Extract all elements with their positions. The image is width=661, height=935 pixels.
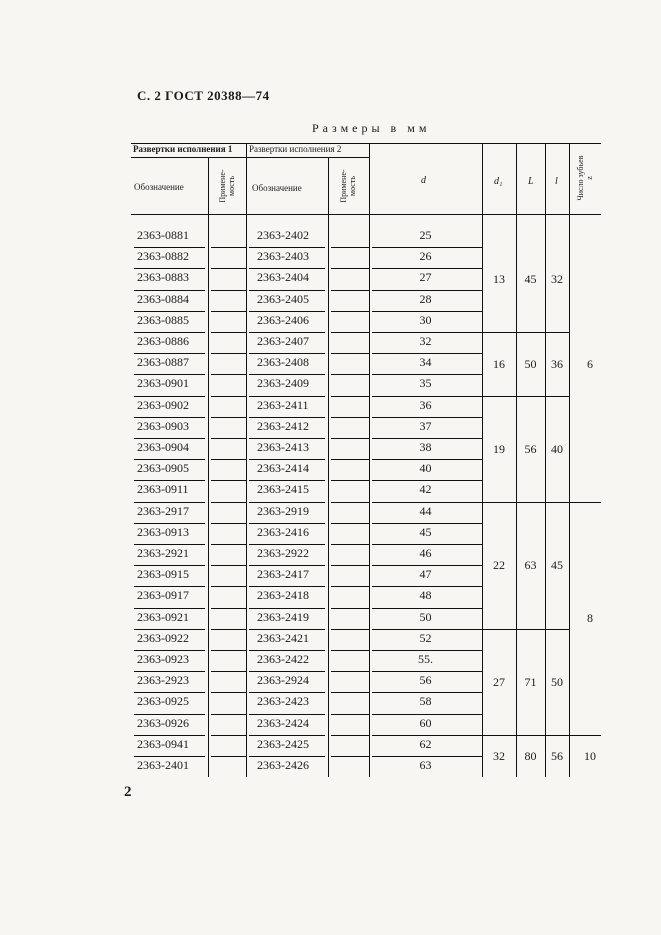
row-designation-1: 2363-0883 xyxy=(137,270,189,285)
row-rule xyxy=(134,523,205,524)
row-rule xyxy=(211,502,246,503)
row-rule xyxy=(372,459,482,460)
row-rule xyxy=(372,290,482,291)
row-rule xyxy=(211,396,246,397)
row-rule xyxy=(372,608,482,609)
row-rule xyxy=(249,523,325,524)
row-rule xyxy=(372,268,482,269)
row-diameter: 42 xyxy=(419,482,432,497)
group-L: 71 xyxy=(524,674,537,689)
row-rule xyxy=(249,756,325,757)
row-designation-1: 2363-0925 xyxy=(137,694,189,709)
row-diameter: 47 xyxy=(419,567,432,582)
row-designation-1: 2363-0903 xyxy=(137,418,189,433)
row-rule xyxy=(331,247,369,248)
row-rule xyxy=(134,756,205,757)
row-diameter: 52 xyxy=(419,630,432,645)
row-designation-1: 2363-0887 xyxy=(137,355,189,370)
row-diameter: 27 xyxy=(419,270,432,285)
row-designation-2: 2363-2422 xyxy=(257,652,309,666)
column-rule xyxy=(369,143,370,777)
header-teeth-line2: z xyxy=(585,176,594,180)
row-designation-1: 2363-2401 xyxy=(137,758,189,772)
row-rule xyxy=(249,692,325,693)
row-rule xyxy=(331,353,369,354)
header-sub-rule xyxy=(131,157,369,158)
header-d1: d₁ xyxy=(494,176,503,187)
row-rule xyxy=(331,311,369,312)
row-rule xyxy=(372,544,482,545)
row-designation-1: 2363-0922 xyxy=(137,630,189,645)
row-rule xyxy=(249,629,325,630)
row-rule xyxy=(249,502,325,503)
group-l: 32 xyxy=(551,272,563,286)
row-rule xyxy=(211,417,246,418)
row-rule xyxy=(249,586,325,587)
row-rule xyxy=(134,714,205,715)
row-rule xyxy=(249,565,325,566)
row-rule xyxy=(331,650,369,651)
row-rule xyxy=(134,502,205,503)
row-designation-1: 2363-0902 xyxy=(137,397,189,412)
row-rule xyxy=(211,629,246,630)
row-rule xyxy=(331,480,369,481)
row-diameter: 62 xyxy=(419,736,432,751)
row-rule xyxy=(372,311,482,312)
column-rule xyxy=(208,157,209,777)
group-l: 50 xyxy=(551,674,563,689)
row-rule xyxy=(249,247,325,248)
header-L: L xyxy=(528,176,534,187)
group-l: 36 xyxy=(551,356,563,371)
group-d1: 27 xyxy=(493,674,505,689)
row-rule xyxy=(249,459,325,460)
row-rule xyxy=(134,417,205,418)
row-rule xyxy=(211,290,246,291)
row-rule xyxy=(249,438,325,439)
header-teeth xyxy=(576,153,594,203)
row-designation-1: 2363-0881 xyxy=(137,228,189,242)
header-applicability-2-line2: мость xyxy=(348,176,357,196)
header-designation-2: Обозначение xyxy=(252,183,302,193)
row-rule xyxy=(134,629,205,630)
row-rule xyxy=(372,332,482,333)
row-designation-1: 2363-0921 xyxy=(137,609,189,624)
row-designation-2: 2363-2409 xyxy=(257,376,309,391)
page-number: 2 xyxy=(124,784,132,800)
group-d1: 32 xyxy=(493,749,505,763)
row-designation-2: 2363-2924 xyxy=(257,673,309,688)
row-rule xyxy=(331,523,369,524)
row-diameter: 34 xyxy=(419,355,432,370)
row-rule xyxy=(331,629,369,630)
row-rule xyxy=(134,268,205,269)
row-rule xyxy=(249,480,325,481)
row-rule xyxy=(372,671,482,672)
row-diameter: 26 xyxy=(419,249,432,264)
row-diameter: 55. xyxy=(418,652,433,666)
row-rule xyxy=(134,586,205,587)
header-applicability-2 xyxy=(339,161,357,211)
row-rule xyxy=(372,502,482,503)
row-rule xyxy=(331,714,369,715)
row-diameter: 58 xyxy=(419,694,432,709)
header-teeth-line1: Число зубьев xyxy=(576,155,585,201)
teeth-rule xyxy=(569,502,601,503)
row-designation-2: 2363-2419 xyxy=(257,609,309,624)
row-rule xyxy=(211,311,246,312)
row-rule xyxy=(331,671,369,672)
row-diameter: 50 xyxy=(419,609,432,624)
group-teeth: 10 xyxy=(584,749,596,763)
row-designation-1: 2363-0913 xyxy=(137,524,189,539)
row-rule xyxy=(134,735,205,736)
column-rule xyxy=(246,143,247,777)
row-rule xyxy=(249,544,325,545)
row-designation-2: 2363-2415 xyxy=(257,482,309,497)
header-designation-1: Обозначение xyxy=(134,182,184,192)
row-rule xyxy=(372,735,482,736)
row-rule xyxy=(249,353,325,354)
row-rule xyxy=(211,353,246,354)
row-rule xyxy=(134,671,205,672)
row-rule xyxy=(372,374,482,375)
header-d: d xyxy=(421,175,426,186)
group-l: 40 xyxy=(551,441,563,456)
row-designation-2: 2363-2411 xyxy=(257,397,309,412)
row-rule xyxy=(331,544,369,545)
row-rule xyxy=(249,735,325,736)
row-rule xyxy=(249,608,325,609)
row-diameter: 60 xyxy=(419,715,432,730)
row-rule xyxy=(211,586,246,587)
header-applicability-2-line1: Примене- xyxy=(339,169,348,203)
group-d1: 19 xyxy=(493,441,505,456)
row-rule xyxy=(249,396,325,397)
row-designation-2: 2363-2418 xyxy=(257,588,309,603)
row-rule xyxy=(211,374,246,375)
row-rule xyxy=(134,544,205,545)
row-rule xyxy=(211,332,246,333)
group-d1: 13 xyxy=(493,272,505,286)
header-group2-title: Развертки исполнения 2 xyxy=(249,144,342,154)
row-designation-1: 2363-0923 xyxy=(137,652,189,666)
row-designation-1: 2363-0917 xyxy=(137,588,189,603)
row-rule xyxy=(134,374,205,375)
row-diameter: 45 xyxy=(419,524,432,539)
header-applicability-1-line1: Примене- xyxy=(218,169,227,203)
row-rule xyxy=(134,353,205,354)
row-rule xyxy=(372,438,482,439)
header-applicability-1-line2: мость xyxy=(227,176,236,196)
group-rule xyxy=(482,629,569,630)
group-L: 63 xyxy=(524,558,537,573)
row-designation-1: 2363-0882 xyxy=(137,249,189,264)
row-designation-1: 2363-0886 xyxy=(137,334,189,348)
row-designation-1: 2363-0904 xyxy=(137,440,189,454)
row-designation-2: 2363-2922 xyxy=(257,546,309,560)
row-diameter: 28 xyxy=(419,291,432,306)
row-rule xyxy=(331,756,369,757)
row-rule xyxy=(249,332,325,333)
row-designation-2: 2363-2407 xyxy=(257,334,309,348)
group-d1: 16 xyxy=(493,356,505,371)
row-rule xyxy=(331,374,369,375)
group-L: 80 xyxy=(524,749,537,763)
row-rule xyxy=(134,480,205,481)
row-diameter: 44 xyxy=(419,503,432,518)
page-header: С. 2 ГОСТ 20388—74 xyxy=(137,88,270,103)
row-designation-1: 2363-0884 xyxy=(137,291,189,306)
row-rule xyxy=(211,671,246,672)
row-rule xyxy=(249,311,325,312)
row-designation-1: 2363-0901 xyxy=(137,376,189,391)
row-rule xyxy=(211,692,246,693)
row-rule xyxy=(211,608,246,609)
row-diameter: 63 xyxy=(419,758,432,772)
row-rule xyxy=(331,608,369,609)
row-designation-1: 2363-2921 xyxy=(137,546,189,560)
row-rule xyxy=(134,247,205,248)
row-rule xyxy=(372,353,482,354)
row-rule xyxy=(331,332,369,333)
row-designation-2: 2363-2417 xyxy=(257,567,309,582)
row-rule xyxy=(331,290,369,291)
group-teeth: 8 xyxy=(587,611,593,626)
row-diameter: 40 xyxy=(419,461,432,476)
row-rule xyxy=(134,396,205,397)
row-diameter: 38 xyxy=(419,440,432,454)
row-rule xyxy=(249,671,325,672)
row-rule xyxy=(249,374,325,375)
row-rule xyxy=(331,417,369,418)
row-rule xyxy=(249,650,325,651)
row-designation-2: 2363-2413 xyxy=(257,440,309,454)
row-rule xyxy=(211,714,246,715)
row-rule xyxy=(134,332,205,333)
header-bottom-rule xyxy=(131,214,601,215)
row-rule xyxy=(249,417,325,418)
row-designation-2: 2363-2421 xyxy=(257,630,309,645)
row-designation-2: 2363-2403 xyxy=(257,249,309,264)
row-rule xyxy=(372,565,482,566)
group-rule xyxy=(482,332,569,333)
row-rule xyxy=(331,692,369,693)
row-diameter: 30 xyxy=(419,312,432,327)
row-rule xyxy=(134,459,205,460)
row-designation-1: 2363-0926 xyxy=(137,715,189,730)
row-designation-1: 2363-0941 xyxy=(137,736,189,751)
row-rule xyxy=(372,756,482,757)
row-rule xyxy=(134,311,205,312)
row-diameter: 37 xyxy=(419,418,432,433)
group-l: 56 xyxy=(551,749,563,763)
row-diameter: 48 xyxy=(419,588,432,603)
row-rule xyxy=(211,523,246,524)
group-teeth: 6 xyxy=(587,356,593,371)
column-rule xyxy=(569,143,570,777)
row-rule xyxy=(372,480,482,481)
row-designation-1: 2363-2917 xyxy=(137,503,189,518)
row-rule xyxy=(134,692,205,693)
group-L: 56 xyxy=(524,441,537,456)
row-designation-2: 2363-2426 xyxy=(257,758,309,772)
group-l: 45 xyxy=(551,558,563,573)
row-rule xyxy=(134,290,205,291)
row-designation-2: 2363-2425 xyxy=(257,736,309,751)
row-diameter: 32 xyxy=(419,334,432,348)
row-rule xyxy=(372,629,482,630)
row-diameter: 25 xyxy=(419,228,432,242)
row-rule xyxy=(372,714,482,715)
row-rule xyxy=(331,438,369,439)
row-rule xyxy=(211,459,246,460)
row-rule xyxy=(211,756,246,757)
row-rule xyxy=(372,692,482,693)
row-designation-2: 2363-2414 xyxy=(257,461,309,476)
row-rule xyxy=(211,650,246,651)
row-rule xyxy=(211,268,246,269)
row-rule xyxy=(211,565,246,566)
row-rule xyxy=(211,480,246,481)
group-rule xyxy=(482,396,569,397)
header-applicability-1 xyxy=(218,161,236,211)
teeth-rule xyxy=(569,735,601,736)
header-group1-title: Развертки исполнения 1 xyxy=(133,144,233,154)
row-designation-2: 2363-2406 xyxy=(257,312,309,327)
row-diameter: 56 xyxy=(419,673,432,688)
row-designation-1: 2363-0885 xyxy=(137,312,189,327)
column-rule xyxy=(328,157,329,777)
row-designation-2: 2363-2405 xyxy=(257,291,309,306)
row-rule xyxy=(372,417,482,418)
row-designation-2: 2363-2412 xyxy=(257,418,309,433)
row-rule xyxy=(372,523,482,524)
row-designation-2: 2363-2402 xyxy=(257,228,309,242)
row-rule xyxy=(331,735,369,736)
group-L: 45 xyxy=(524,272,537,286)
row-rule xyxy=(331,396,369,397)
row-rule xyxy=(331,459,369,460)
group-d1: 22 xyxy=(493,558,505,573)
row-diameter: 36 xyxy=(419,397,432,412)
group-rule xyxy=(482,735,569,736)
group-L: 50 xyxy=(524,356,537,371)
row-rule xyxy=(211,544,246,545)
dimensions-caption: Размеры в мм xyxy=(312,121,431,135)
group-rule xyxy=(482,502,569,503)
row-rule xyxy=(372,586,482,587)
row-rule xyxy=(331,565,369,566)
row-designation-2: 2363-2408 xyxy=(257,355,309,370)
row-designation-2: 2363-2423 xyxy=(257,694,309,709)
row-rule xyxy=(372,247,482,248)
header-l: l xyxy=(555,176,558,187)
row-rule xyxy=(134,608,205,609)
row-designation-2: 2363-2404 xyxy=(257,270,309,285)
row-rule xyxy=(211,438,246,439)
row-rule xyxy=(134,650,205,651)
row-rule xyxy=(249,290,325,291)
row-designation-1: 2363-2923 xyxy=(137,673,189,688)
row-rule xyxy=(331,268,369,269)
row-rule xyxy=(372,396,482,397)
row-rule xyxy=(249,714,325,715)
row-designation-2: 2363-2919 xyxy=(257,503,309,518)
row-rule xyxy=(211,247,246,248)
row-rule xyxy=(134,438,205,439)
row-rule xyxy=(331,502,369,503)
row-rule xyxy=(372,650,482,651)
row-designation-1: 2363-0911 xyxy=(137,482,189,497)
row-designation-1: 2363-0915 xyxy=(137,567,189,582)
row-designation-2: 2363-2416 xyxy=(257,524,309,539)
row-designation-2: 2363-2424 xyxy=(257,715,309,730)
row-rule xyxy=(331,586,369,587)
row-rule xyxy=(249,268,325,269)
row-rule xyxy=(134,565,205,566)
row-designation-1: 2363-0905 xyxy=(137,461,189,476)
row-diameter: 46 xyxy=(419,546,432,560)
row-diameter: 35 xyxy=(419,376,432,391)
row-rule xyxy=(211,735,246,736)
